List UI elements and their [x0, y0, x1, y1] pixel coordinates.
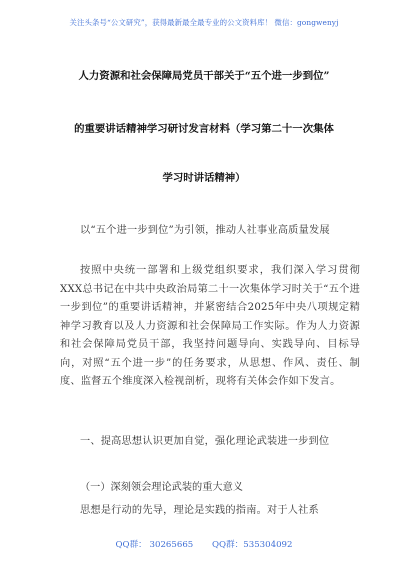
- qq-group-1: QQ群： 30265665: [115, 540, 194, 550]
- body-paragraph: 按照中央统一部署和上级党组织要求，我们深入学习贯彻XXX总书记在中共中央政治局第二十一次集体学习时关于“五个进一步到位”的重要讲话精神，并紧密结合2025年中央八项规定精神学习教育以及人力资源和社会保障局工作实际。作为人力资源和社会保障局党员干部，我坚持问题导向、实践导向、目标导向，对照“五个进一步”的任务要求，从思想、作风、责任、制度、监督五个维度深入检视剖析，现将有关体会作如下发言。: [60, 265, 360, 387]
- doc-title-line-1: 人力资源和社会保障局党员干部关于“五个进一步到位”: [78, 70, 330, 82]
- header-notice: 关注头条号“公文研究”，获得最新最全最专业的公文资料库！ 微信：gongwenyj: [69, 18, 339, 27]
- doc-title-line-3: 学习时讲话精神）: [162, 172, 246, 184]
- footer-qq: [0, 538, 408, 550]
- intro-paragraph: 以“五个进一步到位”为引领，推动人社事业高质量发展: [80, 225, 330, 236]
- doc-title-line-2: 的重要讲话精神学习研讨发言材料（学习第二十一次集体: [74, 123, 334, 135]
- section-heading: 一、提高思想认识更加自觉，强化理论武装进一步到位: [80, 436, 330, 447]
- subsection-heading: （一）深刻领会理论武装的重大意义: [80, 482, 243, 493]
- body-paragraph-2: 思想是行动的先导，理论是实践的指南。对于人社系: [80, 505, 319, 516]
- qq-group-2: QQ群：535304092: [212, 540, 293, 550]
